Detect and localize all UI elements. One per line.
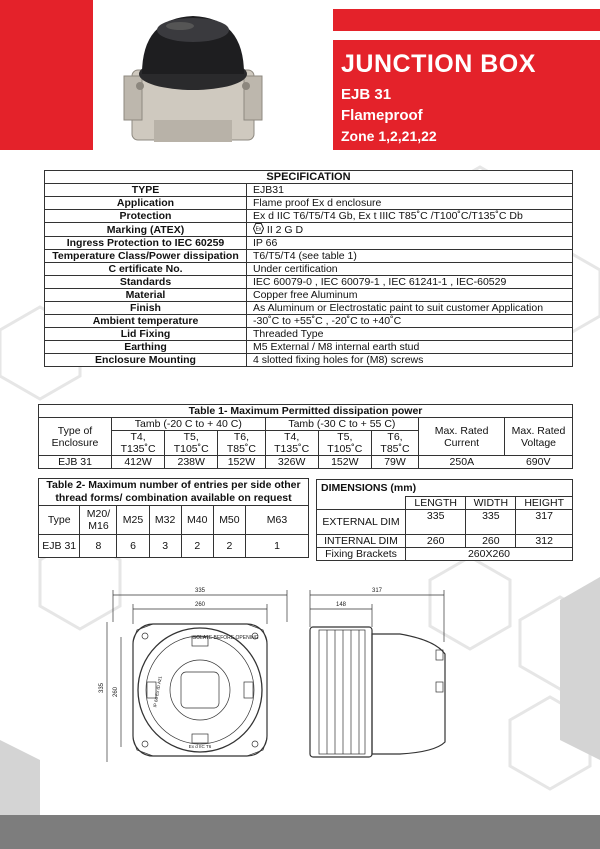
table-cell: 79W [371,456,418,469]
table-header: M25 [117,506,149,535]
product-photo [118,8,268,148]
spec-value: EJB31 [247,184,573,197]
table-cell: 152W [318,456,371,469]
temp-class-header: T5, T105˚C [318,431,371,456]
temp-class-header: T5, T105˚C [165,431,218,456]
table-cell: 412W [112,456,165,469]
table-row [39,456,573,469]
lid-text: ISOLATE BEFORE OPENING [191,635,259,641]
spec-value: Under certification [247,263,573,276]
table-cell: 1 [246,535,309,558]
page-title: JUNCTION BOX [341,50,536,78]
spec-row [45,210,573,223]
technical-drawing [95,582,510,797]
table-cell: 260 [466,535,516,548]
dim-label: 148 [335,602,347,608]
zone-text: Zone 1,2,21,22 [341,128,437,144]
spec-row [45,341,573,354]
spec-value [247,223,573,237]
table-cell: 335 [406,510,466,535]
temp-class-header: T6, T85˚C [218,431,265,456]
spec-row [45,184,573,197]
table-cell: 312 [516,535,573,548]
entries-table [38,478,309,558]
spec-value: Threaded Type [247,328,573,341]
table2-title: Table 2- Maximum number of entries per side other thread forms/ combination available on request [39,479,309,506]
ex-hexagon-icon [253,223,264,234]
table-cell: 152W [218,456,265,469]
table-cell: 2 [213,535,245,558]
table-cell: 238W [165,456,218,469]
table-cell: 250A [419,456,505,469]
table-cell: 3 [149,535,181,558]
lid-text: Ex d IIC T6 [188,744,212,749]
spec-key: Standards [45,276,247,289]
table-header: M63 [246,506,309,535]
temp-class-header: T6, T85˚C [371,431,418,456]
table-row [39,535,309,558]
spec-row [45,223,573,237]
spec-key: Temperature Class/Power dissipation [45,250,247,263]
spec-key: C ertificate No. [45,263,247,276]
atex-marking: II 2 G D [266,224,304,236]
table-header: WIDTH [466,497,516,510]
table-cell: EJB 31 [39,535,80,558]
table-cell: 6 [117,535,149,558]
temp-class-header: T4, T135˚C [265,431,318,456]
spec-value: Copper free Aluminum [247,289,573,302]
spec-row [45,276,573,289]
spec-value: -30˚C to +55˚C , -20˚C to +40˚C [247,315,573,328]
spec-title: SPECIFICATION [45,171,573,184]
spec-value: Flame proof Ex d enclosure [247,197,573,210]
spec-key: Lid Fixing [45,328,247,341]
spec-key: Marking (ATEX) [45,223,247,237]
table-header: HEIGHT [516,497,573,510]
dim-label: 317 [371,588,383,594]
table-header: LENGTH [406,497,466,510]
table-cell: EJB 31 [39,456,112,469]
ex-mark: Ex [255,226,262,233]
spec-value: M5 External / M8 internal earth stud [247,341,573,354]
specification-table [44,170,573,367]
table-header: M32 [149,506,181,535]
tamb2-header: Tamb (-30 C to + 55 C) [265,418,419,431]
dim-label: 335 [99,682,105,694]
spec-key: Finish [45,302,247,315]
table-cell: 8 [80,535,117,558]
spec-row [45,237,573,250]
table-cell: Fixing Brackets [317,548,406,561]
dim-label: 260 [113,686,119,698]
table-cell: 326W [265,456,318,469]
spec-row [45,328,573,341]
dim-label: 260 [194,602,206,608]
spec-key: Ambient temperature [45,315,247,328]
spec-value: 4 slotted fixing holes for (M8) screws [247,354,573,367]
model-name: EJB 31 [341,86,392,103]
spec-row [45,302,573,315]
dim-label: 335 [194,588,206,594]
spec-value: T6/T5/T4 (see table 1) [247,250,573,263]
table-cell: 260 [406,535,466,548]
current-header: Max. Rated Current [419,418,505,456]
table-header: M40 [181,506,213,535]
table-header [317,497,406,510]
spec-row [45,250,573,263]
spec-key: Enclosure Mounting [45,354,247,367]
spec-key: Earthing [45,341,247,354]
table-cell: 317 [516,510,573,535]
table-row [317,548,573,561]
table-row [317,535,573,548]
dissipation-table [38,404,573,469]
red-top-band [333,9,600,31]
spec-row [45,197,573,210]
table-header: M50 [213,506,245,535]
protection-type: Flameproof [341,107,423,124]
spec-key: Application [45,197,247,210]
dimensions-table [316,479,573,561]
type-header: Type of Enclosure [39,418,112,456]
tamb1-header: Tamb (-20 C to + 40 C) [112,418,266,431]
spec-row [45,263,573,276]
table-cell: 260X260 [406,548,573,561]
voltage-header: Max. Rated Voltage [505,418,573,456]
table-row [317,510,573,535]
table1-title: Table 1- Maximum Permitted dissipation power [39,405,573,418]
dimensions-title: DIMENSIONS (mm) [317,480,573,497]
red-corner-block [0,0,93,150]
temp-class-header: T4, T135˚C [112,431,165,456]
spec-key: Material [45,289,247,302]
spec-row [45,354,573,367]
table-cell: INTERNAL DIM [317,535,406,548]
spec-value: Ex d IIC T6/T5/T4 Gb, Ex t IIIC T85˚C /T100˚C/T135˚C Db [247,210,573,223]
spec-value: IP 66 [247,237,573,250]
spec-value: IEC 60079-0 , IEC 60079-1 , IEC 61241-1 , IEC-60529 [247,276,573,289]
spec-key: Protection [45,210,247,223]
table-cell: 2 [181,535,213,558]
spec-key: TYPE [45,184,247,197]
spec-row [45,315,573,328]
table-cell: 335 [466,510,516,535]
spec-key: Ingress Protection to IEC 60259 [45,237,247,250]
table-cell: EXTERNAL DIM [317,510,406,535]
spec-value: As Aluminum or Electrostatic paint to suit customer Application [247,302,573,315]
table-cell: 690V [504,456,572,469]
footer-band [0,815,600,849]
lid-text: IP 66 Ex tD A21 [152,675,163,708]
table-header: M20/ M16 [80,506,117,535]
table-header: Type [39,506,80,535]
spec-row [45,289,573,302]
